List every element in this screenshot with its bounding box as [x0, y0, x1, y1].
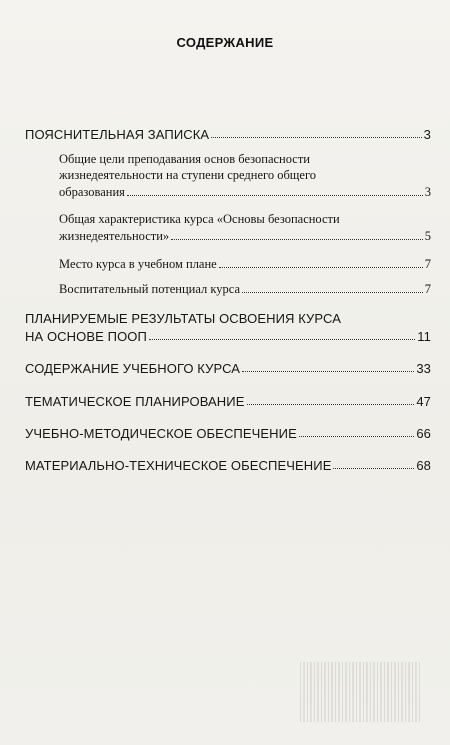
- toc-leader-dots: [242, 371, 414, 372]
- toc-entry-label: НА ОСНОВЕ ПООП: [25, 329, 147, 344]
- toc-entry-page: 66: [416, 426, 431, 441]
- show-through-barcode: [300, 662, 420, 722]
- toc-entry-page: 7: [424, 282, 431, 296]
- toc-leader-dots: [247, 404, 415, 405]
- toc-entry[interactable]: [59, 282, 431, 297]
- toc-entry[interactable]: [25, 329, 431, 344]
- toc-entry[interactable]: [25, 361, 431, 376]
- toc-entry-label: МАТЕРИАЛЬНО-ТЕХНИЧЕСКОЕ ОБЕСПЕЧЕНИЕ: [25, 458, 332, 473]
- toc-entry[interactable]: [59, 185, 431, 200]
- toc-leader-dots: [171, 239, 423, 240]
- toc-entry-label: Воспитательный потенциал курса: [59, 282, 241, 296]
- toc-entry-line: Общие цели преподавания основ безопасности: [59, 152, 311, 166]
- toc-leader-dots: [211, 137, 421, 138]
- toc-entry-page: 3: [423, 127, 431, 142]
- toc-entry-page: 3: [424, 185, 431, 199]
- toc-entry-line: жизнедеятельности на ступени среднего общего: [59, 168, 317, 182]
- toc-entry[interactable]: [25, 458, 431, 473]
- toc-entry-label: Место курса в учебном плане: [59, 257, 217, 271]
- toc-entry[interactable]: [59, 229, 431, 244]
- toc-entry[interactable]: [25, 394, 431, 409]
- toc-entry-line: Общая характеристика курса «Основы безопасности: [59, 212, 340, 226]
- toc-leader-dots: [127, 195, 423, 196]
- toc-leader-dots: [149, 339, 415, 340]
- toc-entry-line: ПЛАНИРУЕМЫЕ РЕЗУЛЬТАТЫ ОСВОЕНИЯ КУРСА: [25, 311, 342, 326]
- toc-entry-page: 7: [424, 257, 431, 271]
- toc-entry-label: СОДЕРЖАНИЕ УЧЕБНОГО КУРСА: [25, 361, 241, 376]
- toc-entry-page: 11: [417, 329, 431, 344]
- toc-entry-page: 47: [416, 394, 431, 409]
- page-title: СОДЕРЖАНИЕ: [176, 35, 274, 50]
- toc-entry-label: УЧЕБНО-МЕТОДИЧЕСКОЕ ОБЕСПЕЧЕНИЕ: [25, 426, 297, 441]
- toc-leader-dots: [299, 436, 414, 437]
- toc-leader-dots: [242, 292, 423, 293]
- toc-entry-page: 5: [424, 229, 431, 243]
- toc-entry[interactable]: [59, 257, 431, 272]
- toc-entry-label: ТЕМАТИЧЕСКОЕ ПЛАНИРОВАНИЕ: [25, 394, 245, 409]
- toc-entry-label: образования: [59, 185, 125, 199]
- toc-entry-label: жизнедеятельности»: [59, 229, 170, 243]
- toc-leader-dots: [333, 468, 414, 469]
- toc-entry-label: ПОЯСНИТЕЛЬНАЯ ЗАПИСКА: [25, 127, 210, 142]
- toc-entry[interactable]: [25, 127, 431, 142]
- toc-entry[interactable]: [25, 426, 431, 441]
- toc-entry-page: 68: [416, 458, 431, 473]
- toc-entry-page: 33: [416, 361, 431, 376]
- toc-leader-dots: [219, 267, 423, 268]
